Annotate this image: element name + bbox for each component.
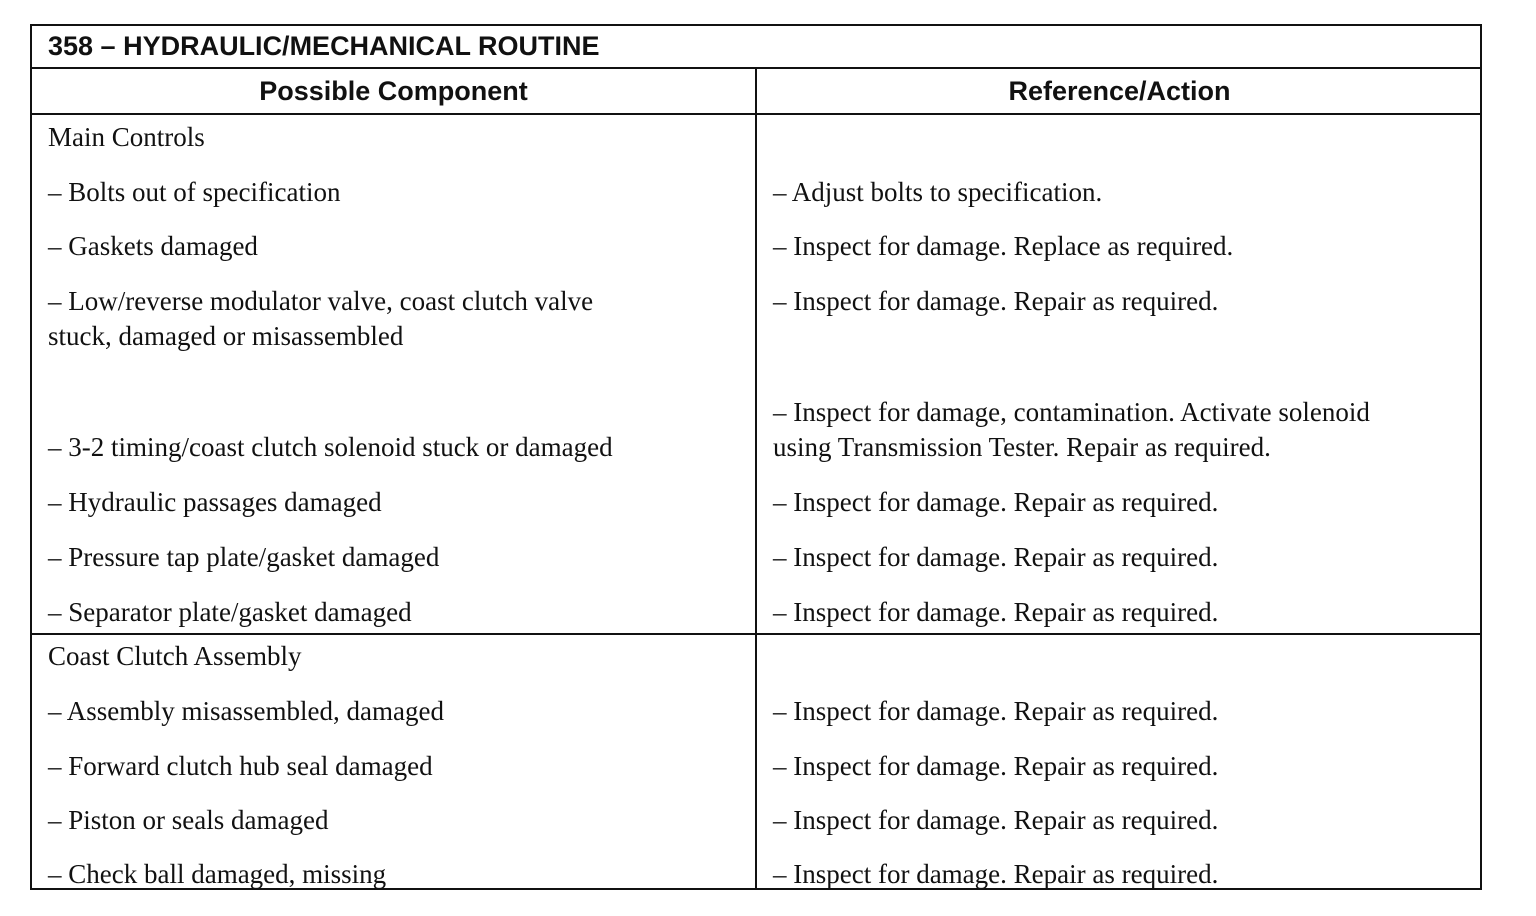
- action-cell: – Inspect for damage. Repair as required.: [773, 542, 1219, 572]
- header-reference-action: Reference/Action: [1008, 76, 1231, 106]
- column-divider: [755, 69, 757, 890]
- component-cell: – Bolts out of specification: [48, 177, 341, 207]
- section-heading-coast-clutch-assembly: Coast Clutch Assembly: [48, 641, 302, 671]
- section-divider: [32, 633, 1480, 635]
- component-cell: – Separator plate/gasket damaged: [48, 597, 412, 627]
- component-cell: – Gaskets damaged: [48, 231, 258, 261]
- component-cell-continued: stuck, damaged or misassembled: [48, 321, 404, 351]
- component-cell: – Forward clutch hub seal damaged: [48, 751, 433, 781]
- table-title: 358 – HYDRAULIC/MECHANICAL ROUTINE: [32, 26, 1480, 69]
- diagnostic-table: [30, 24, 1482, 890]
- component-cell: – Piston or seals damaged: [48, 805, 329, 835]
- action-cell: – Inspect for damage. Repair as required.: [773, 487, 1219, 517]
- action-cell: – Inspect for damage. Repair as required.: [773, 859, 1219, 889]
- component-cell: – 3-2 timing/coast clutch solenoid stuck or damaged: [48, 432, 613, 462]
- action-cell: – Inspect for damage. Repair as required.: [773, 286, 1219, 316]
- component-cell: – Low/reverse modulator valve, coast clutch valve: [48, 286, 594, 316]
- component-cell: – Assembly misassembled, damaged: [48, 696, 444, 726]
- action-cell: – Inspect for damage. Repair as required.: [773, 696, 1219, 726]
- section-heading-main-controls: Main Controls: [48, 122, 205, 152]
- action-cell: – Adjust bolts to specification.: [773, 177, 1103, 207]
- component-cell: – Pressure tap plate/gasket damaged: [48, 542, 440, 572]
- action-cell: – Inspect for damage. Repair as required.: [773, 751, 1219, 781]
- header-possible-component: Possible Component: [259, 76, 528, 106]
- action-cell: – Inspect for damage. Replace as required.: [773, 231, 1234, 261]
- action-cell: – Inspect for damage, contamination. Activate solenoid: [773, 397, 1370, 427]
- action-cell-continued: using Transmission Tester. Repair as required.: [773, 432, 1271, 462]
- action-cell: – Inspect for damage. Repair as required.: [773, 805, 1219, 835]
- action-cell: – Inspect for damage. Repair as required.: [773, 597, 1219, 627]
- component-cell: – Check ball damaged, missing: [48, 859, 387, 889]
- component-cell: – Hydraulic passages damaged: [48, 487, 382, 517]
